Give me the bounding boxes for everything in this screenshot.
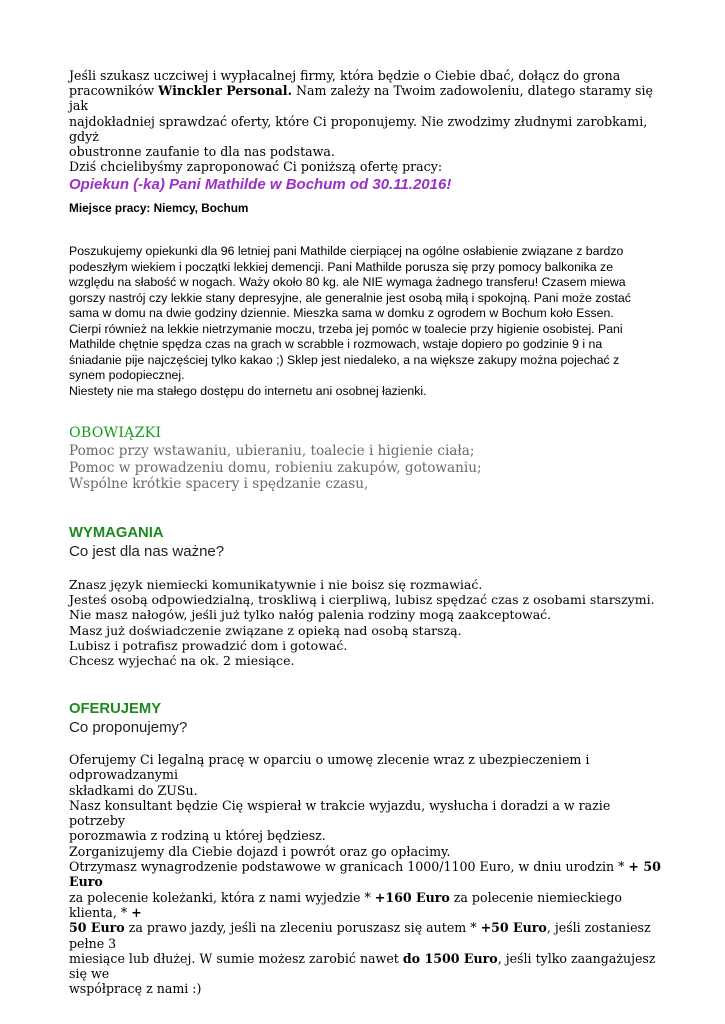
pay-text: , jeśli tylko zaangażujesz się we — [69, 950, 656, 982]
duty-item: Pomoc przy wstawaniu, ubieraniu, toalecie i higienie ciała; — [69, 443, 475, 459]
pay-text: , jeśli zostaniesz pełne 3 — [69, 920, 651, 951]
offers-line: współpracę z nami :) — [69, 981, 202, 997]
intro-text: Nam zależy na Twoim zadowoleniu, dlatego staramy się jak — [69, 83, 653, 114]
pay-text: za polecenie niemieckiego klienta, * — [69, 889, 622, 920]
description-line: względu na słabość w nogach. Waży około 80 kg. ale NIE wymaga żadnego transferu! Czasem miewa — [69, 275, 626, 289]
requirement-item: Nie masz nałogów, jeśli już tylko nałóg palenia rodziny mogą zaakceptować. — [69, 607, 552, 623]
duty-item: Pomoc w prowadzeniu domu, robieniu zakupów, gotowaniu; — [69, 459, 482, 476]
pay-text: za prawo jazdy, jeśli na zleceniu poruszasz się autem * — [124, 920, 481, 936]
bonus-amount: + 50 Euro — [69, 859, 661, 890]
description-line: Mathilde chętnie spędza czas na grach w scrabble i rozmowach, wstaje dopiero po godzinie 9 i na — [69, 337, 603, 351]
duties-list — [69, 443, 665, 493]
requirements-list — [69, 577, 665, 668]
offers-line: Oferujemy Ci legalną pracę w oparciu o umowę zlecenie wraz z ubezpieczeniem i odprowadzanymi — [69, 752, 590, 783]
requirement-item: Lubisz i potrafisz prowadzić dom i gotować. — [69, 637, 348, 653]
intro-line: Jeśli szukasz uczciwej i wypłacalnej firmy, która będzie o Ciebie dbać, dołącz do grona — [69, 68, 621, 83]
description-line: Cierpi również na lekkie nietrzymanie moczu, trzeba jej pomóc w toalecie przy higienie osobistej. Pani — [69, 321, 623, 336]
intro-line: obustronne zaufanie to dla nas podstawa. — [69, 144, 335, 160]
offers-line — [69, 920, 665, 951]
pay-text: miesiące lub dłużej. W sumie możesz zarobić nawet — [69, 950, 403, 966]
requirement-item: Jesteś osobą odpowiedzialną, troskliwą i cierpliwą, lubisz spędzać czas z osobami starszymi. — [69, 592, 655, 608]
company-name: Winckler Personal. — [158, 83, 292, 99]
workplace-label: Miejsce pracy: Niemcy, Bochum — [69, 201, 249, 215]
description-line: sama w domu na dwie godziny dziennie. Mieszka sama w domku z ogrodem w Bochum koło Essen. — [69, 306, 614, 320]
pay-text: Otrzymasz wynagrodzenie podstawowe w granicach 1000/1100 Euro, w dniu urodzin * — [69, 859, 629, 875]
requirements-subheading: Co jest dla nas ważne? — [69, 543, 225, 560]
offers-line — [69, 890, 665, 921]
offers-line: Zorganizujemy dla Ciebie dojazd i powrót oraz go opłacimy. — [69, 843, 451, 859]
description-line: gorszy nastrój czy lekkie stany depresyjne, ale generalnie jest osobą miłą i spokojną. Pani może zostać — [69, 290, 631, 305]
offer-title: Opiekun (-ka) Pani Mathilde w Bochum od 30.11.2016! — [69, 176, 452, 193]
duty-item: Wspólne krótkie spacery i spędzanie czasu, — [69, 476, 369, 492]
requirements-heading: WYMAGANIA — [69, 525, 164, 541]
description-line: Niestety nie ma stałego dostępu do internetu ani osobnej łazienki. — [69, 383, 427, 398]
bonus-amount: + — [131, 904, 142, 920]
intro-line: Dziś chcielibyśmy zaproponować Ci poniższą ofertę pracy: — [69, 159, 443, 175]
job-description — [69, 244, 665, 399]
requirement-item: Chcesz wyjechać na ok. 2 miesiące. — [69, 653, 295, 669]
offers-subheading: Co proponujemy? — [69, 719, 188, 736]
offers-line: składkami do ZUSu. — [69, 782, 198, 798]
intro-text: pracowników — [69, 83, 159, 99]
description-line: podeszłym wiekiem i początki lekkiej demencji. Pani Mathilde porusza się przy pomocy balkonika ze — [69, 259, 614, 274]
bonus-amount: 50 Euro — [69, 920, 125, 936]
intro-line: najdokładniej sprawdzać oferty, które Ci proponujemy. Nie zwodzimy złudnymi zarobkami, gdyż — [69, 113, 648, 144]
duties-heading: OBOWIĄZKI — [69, 425, 162, 441]
offers-heading: OFERUJEMY — [69, 701, 162, 717]
offers-line — [69, 951, 665, 982]
description-line: Poszukujemy opiekunki dla 96 letniej pani Mathilde cierpiącej na ogólne osłabienie związane z bardzo — [69, 244, 624, 258]
description-line: synem podopiecznej. — [69, 368, 185, 382]
offers-line — [69, 859, 665, 890]
offers-text — [69, 752, 665, 997]
max-earnings: do 1500 Euro — [402, 950, 498, 966]
offers-line: Nasz konsultant będzie Cię wspierał w trakcie wyjazdu, wysłucha i doradzi a w razie potrzeby — [69, 797, 611, 829]
intro-paragraph — [69, 68, 665, 174]
pay-text: za polecenie koleżanki, która z nami wyjedzie * — [69, 889, 375, 905]
intro-line — [69, 83, 665, 113]
requirement-item: Masz już doświadczenie związane z opieką nad osobą starszą. — [69, 622, 462, 638]
description-line: śniadanie pije najczęściej tylko kakao ;) Sklep jest niedaleko, a na większe zakupy można pojechać z — [69, 352, 620, 367]
bonus-amount: +50 Euro — [480, 920, 547, 936]
requirement-item: Znasz język niemiecki komunikatywnie i nie boisz się rozmawiać. — [69, 577, 483, 592]
bonus-amount: +160 Euro — [374, 889, 450, 905]
offers-line: porozmawia z rodziną u której będziesz. — [69, 828, 326, 844]
